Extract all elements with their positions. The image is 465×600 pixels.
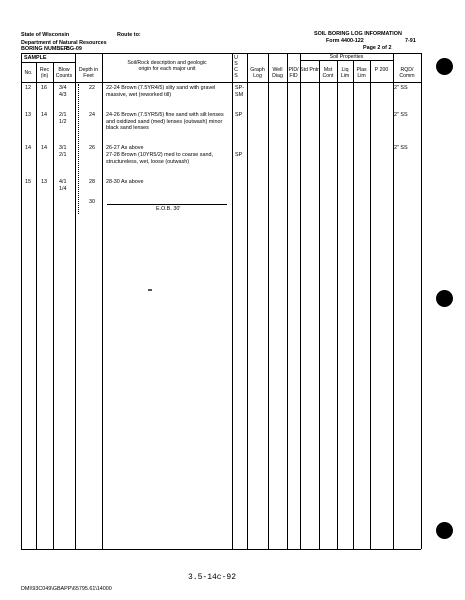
binder-hole-bottom [436, 522, 453, 539]
end-of-boring-label: E.O.B. 30' [156, 206, 181, 212]
sample-recovery: 13 [41, 179, 47, 185]
sample-no: 15 [25, 179, 31, 185]
blow-count: 3/1 [59, 145, 67, 151]
soil-description: 28-30 As above [106, 179, 144, 185]
blow-count: 3/4 [59, 85, 67, 91]
depth-tick-marks [78, 84, 81, 214]
table-bottom-border [21, 549, 421, 550]
col-line [421, 53, 422, 549]
page-number: Page 2 of 2 [363, 45, 392, 51]
col-line [319, 60, 320, 549]
form-number: Form 4400-122 [326, 38, 364, 44]
stray-mark [148, 289, 152, 291]
soil-properties-header: Soil Properties [329, 54, 364, 60]
rqd-comment: 2" SS [394, 145, 408, 151]
footer-file-path: DMI\93C049\GBAPP\65795.61\14000 [21, 586, 112, 592]
col-line [232, 53, 233, 549]
blow-count: 1/4 [59, 186, 67, 192]
col-line [36, 62, 37, 549]
route-to-label: Route to: [117, 32, 141, 38]
col-line [75, 53, 76, 549]
uscs-code: SP- [235, 85, 244, 91]
col-line [21, 53, 22, 549]
col-line [353, 60, 354, 549]
blow-count: 4/1 [59, 179, 67, 185]
soil-description: 24-26 Brown (7.5YR5/5) fine sand with silt lenses and oxidized sand (med) lenses (outwash) minor black sand lenses [106, 112, 224, 131]
soil-description: 22-24 Brown (7.5YR4/5) silty sand with gravel massive, wet (reworked till) [106, 85, 216, 98]
uscs-code: SM [235, 92, 244, 98]
col-line [337, 60, 338, 549]
rqd-comment: 2" SS [394, 85, 408, 91]
form-revision: 7-91 [405, 38, 416, 44]
depth-value: 26 [89, 145, 95, 151]
uscs-code: SP [235, 152, 243, 158]
moisture-header: Mst Cont [322, 67, 334, 79]
sample-recovery: 14 [41, 112, 47, 118]
form-title: SOIL BORING LOG INFORMATION [314, 31, 402, 37]
rqd-comm-header: RQD/ Comm [399, 67, 415, 79]
end-depth: 30 [89, 199, 95, 205]
sample-recovery: 14 [41, 145, 47, 151]
col-line [393, 53, 394, 549]
col-line [268, 53, 269, 549]
uscs-code: SP [235, 112, 243, 118]
graph-log-header: Graph Log [250, 67, 265, 79]
blow-count: 1/2 [59, 119, 67, 125]
depth-value: 24 [89, 112, 95, 118]
p200-header: P 200 [374, 67, 389, 73]
plastic-limit-header: Plas Lim [356, 67, 367, 79]
col-line [287, 53, 288, 549]
sample-divider [21, 62, 75, 63]
page-stamp: 3.5-14c-92 [188, 573, 237, 582]
end-of-boring-line [107, 204, 227, 205]
state-label: State of Wisconsin [21, 32, 70, 38]
sample-no: 13 [25, 112, 31, 118]
blow-count: 2/1 [59, 112, 67, 118]
binder-hole-middle [436, 290, 453, 307]
boring-number-label: BORING NUMBER: [21, 46, 70, 52]
binder-hole-top [436, 58, 453, 75]
depth-value: 22 [89, 85, 95, 91]
col-line [53, 62, 54, 549]
pid-fid-header: PID/ FID [288, 67, 299, 79]
rec-header: Rec (in) [39, 67, 50, 79]
col-line [247, 53, 248, 549]
no-header: No. [24, 70, 33, 76]
department-label: Department of Natural Resources [21, 40, 107, 46]
sample-header: SAMPLE [24, 55, 47, 61]
soil-description: 27-28 Brown (10YR5/2) med to coarse sand, structureless, wet, loose (outwash) [106, 152, 213, 165]
uscs-header: U S C S [234, 55, 238, 79]
sample-no: 12 [25, 85, 31, 91]
blow-count: 2/1 [59, 152, 67, 158]
col-line [102, 53, 103, 549]
sample-no: 14 [25, 145, 31, 151]
header-bottom-border [21, 82, 421, 83]
blow-count: 4/3 [59, 92, 67, 98]
depth-header: Depth in Feet [78, 67, 99, 79]
soil-props-divider [300, 60, 393, 61]
col-line [370, 60, 371, 549]
col-line [300, 53, 301, 549]
boring-number: BG-09 [66, 46, 82, 52]
depth-value: 28 [89, 179, 95, 185]
well-diag-header: Well Diag [272, 67, 283, 79]
blow-counts-header: Blow Counts [55, 67, 73, 79]
liquid-limit-header: Liq Lim [340, 67, 350, 79]
rqd-comment: 2" SS [394, 112, 408, 118]
sample-recovery: 16 [41, 85, 47, 91]
std-pntr-header: Std Pntr [300, 67, 319, 73]
soil-description: 26-27 As above [106, 145, 144, 151]
description-header: Soil/Rock description and geologic origin for each major unit [127, 60, 207, 72]
